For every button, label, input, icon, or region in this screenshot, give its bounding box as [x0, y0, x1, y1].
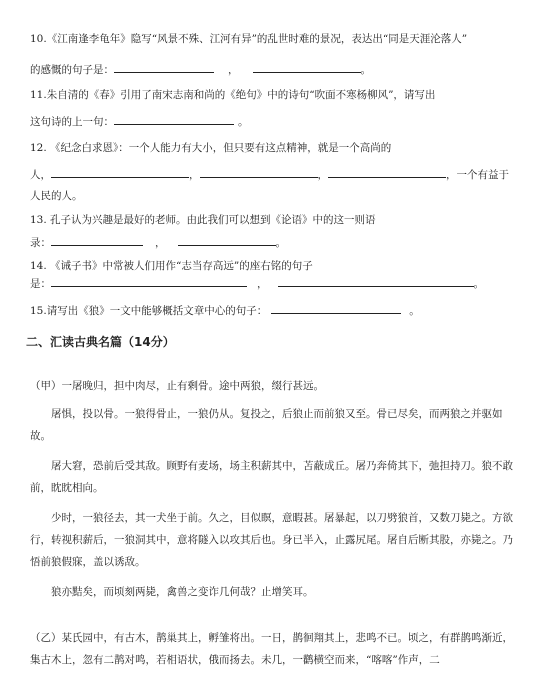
q14-blank-1[interactable] — [51, 276, 247, 287]
q13-blank-2[interactable] — [178, 235, 276, 246]
q14-prefix: 是： — [30, 278, 51, 290]
q12-tail: ，一个有益于 — [446, 169, 509, 181]
q10-blank-1[interactable] — [114, 62, 214, 73]
passage-jia-p2: 屠惧，投以骨。一狼得骨止，一狼仍从。复投之，后狼止而前狼又至。骨已尽矣，而两狼之并驱如故。 — [30, 408, 503, 442]
q15-prefix: 15.请写出《狼》一文中能够概括文章中心的句子： — [30, 305, 268, 317]
passage-jia-p4: 少时，一狼径去，其一犬坐于前。久之，目似瞑，意暇甚。屠暴起，以刀劈狼首，又数刀毙之。方欲行，转视积薪后，一狼洞其中，意将隧入以攻其后也。身已半入，止露尻尾。屠自后断其股，亦毙之。乃悟前狼假寐，盖以诱敌。 — [30, 512, 513, 568]
q12-line2 — [30, 167, 509, 182]
q12-blank-2[interactable] — [200, 167, 318, 178]
q15-blank[interactable] — [271, 303, 401, 314]
q12-comma-1: ， — [189, 169, 200, 181]
passage-jia-p5: 狼亦黠矣，而顷刻两毙，禽兽之变诈几何哉？止增笑耳。 — [51, 586, 314, 598]
q14-blank-2[interactable] — [278, 276, 474, 287]
q11-end: 。 — [238, 116, 249, 128]
q10-end: 。 — [360, 64, 371, 76]
q15-end: 。 — [409, 305, 420, 317]
q13-blank-1[interactable] — [51, 235, 143, 246]
q15-line1 — [30, 303, 420, 318]
q14-line1: 14. 《诫子书》中常被人们用作“志当存高远”的座右铭的句子 — [30, 260, 313, 272]
q10-blank-2[interactable] — [253, 62, 361, 73]
q11-line1: 11.朱自清的《春》引用了南宋志南和尚的《绝句》中的诗句“吹面不寒杨柳风”，请写出 — [30, 89, 436, 101]
q12-line3: 人民的人。 — [30, 190, 83, 202]
q11-blank[interactable] — [114, 114, 234, 125]
passage-jia-p3: 屠大窘，恐前后受其敌。顾野有麦场，场主积薪其中，苫蔽成丘。屠乃奔倚其下，弛担持刀。狼不敢前，眈眈相向。 — [30, 460, 513, 494]
q10-line2 — [30, 62, 371, 77]
q12-comma-2: ， — [317, 169, 328, 181]
q12-blank-1[interactable] — [51, 167, 189, 178]
q10-line1: 10.《江南逢李龟年》隐写“风景不殊、江河有异”的乱世时难的景况，表达出“同是天涯沦落人” — [30, 33, 468, 45]
q10-comma: ， — [228, 64, 239, 76]
q12-line1: 12. 《纪念白求恩》：一个人能力有大小，但只要有这点精神，就是一个高尚的 — [30, 142, 392, 154]
q14-line2 — [30, 276, 484, 291]
q13-line1: 13. 孔子认为兴趣是最好的老师。由此我们可以想到《论语》中的这一则语 — [30, 214, 376, 226]
q11-line2 — [30, 114, 249, 129]
q12-blank-3[interactable] — [328, 167, 446, 178]
q13-comma: ， — [155, 237, 166, 249]
q13-end: 。 — [275, 237, 286, 249]
passage-jia-p1: （甲）一屠晚归，担中肉尽，止有剩骨。途中两狼，缀行甚远。 — [30, 380, 324, 392]
q10-prefix: 的感慨的句子是： — [30, 64, 114, 76]
q14-comma: ， — [257, 278, 268, 290]
q13-line2 — [30, 235, 286, 250]
q14-end: 。 — [473, 278, 484, 290]
section-title: 二、汇读古典名篇（14分） — [26, 335, 175, 349]
q13-prefix: 录： — [30, 237, 51, 249]
passage-yi-p1: （乙）某氏园中，有古木，鹊巢其上，孵雏将出。一日，鹊徊翔其上，悲鸣不已。顷之，有群鹊鸣渐近，集古木上，忽有二鹊对鸣，若相语状，俄而扬去。未几，一鹳横空而来，“喀喀”作声，二 — [30, 632, 513, 666]
q11-prefix: 这句诗的上一句： — [30, 116, 114, 128]
q12-prefix: 人， — [30, 169, 51, 181]
